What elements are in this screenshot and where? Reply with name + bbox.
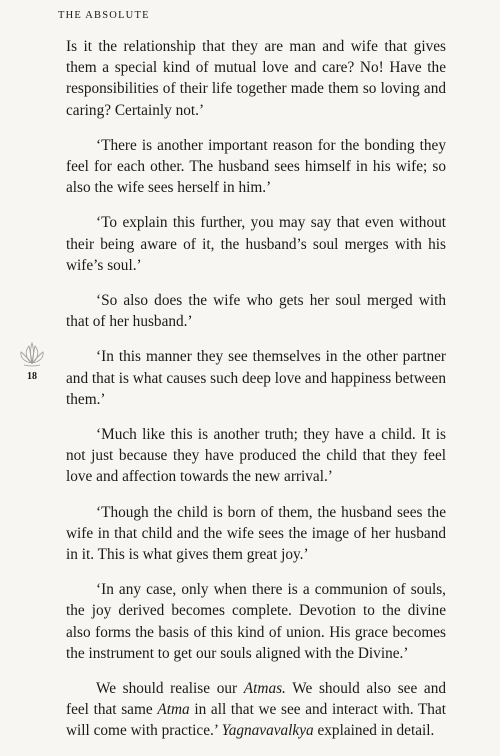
paragraph: Is it the relationship that they are man and wife that gives them a special kind of mutual love and care? No! Have the responsibilities of their life together made them so loving and caring? Certainly not.’ <box>66 38 446 119</box>
paragraph: ‘In any case, only when there is a communion of souls, the joy derived becomes complete. Devotion to the divine also forms the basis of this kind of union. His grace becomes the instrument to get our souls aligned with the Divine.’ <box>66 581 446 662</box>
atma-term: Atma <box>157 701 190 719</box>
final-text-1: We should realise our <box>96 680 244 698</box>
lotus-ornament-icon <box>17 339 47 369</box>
paragraph: ‘There is another important reason for the bonding they feel for each other. The husband sees himself in his wife; so also the wife sees herself in him.’ <box>66 136 446 197</box>
final-text-2: We should also see and feel that same <box>66 680 447 719</box>
paragraph: ‘In this manner they see themselves in the other partner and that is what causes such deep love and happiness between them.’ <box>66 348 446 408</box>
page-number: 18 <box>27 371 37 382</box>
paragraph: ‘Though the child is born of them, the husband sees the wife in that child and the wife sees the image of her husband in it. This is what gives them great joy.’ <box>66 503 446 564</box>
atmas-term: Atmas. <box>243 680 286 698</box>
paragraph: ‘So also does the wife who gets her soul merged with that of her husband.’ <box>66 292 446 331</box>
final-text-4: explained in detail. <box>313 722 435 740</box>
final-text-3: in all that we see and interact with. That will come with practice.’ <box>66 701 446 740</box>
body-text <box>66 36 446 756</box>
final-paragraph <box>66 678 446 742</box>
paragraph: ‘Much like this is another truth; they have a child. It is not just because they have produced the child that they feel love and affection towards the new arrival.’ <box>66 426 446 486</box>
sage-name: Yagnavavalkya <box>221 722 314 740</box>
running-head: THE ABSOLUTE <box>58 10 150 21</box>
paragraph: ‘To explain this further, you may say that even without their being aware of it, the husband’s soul merges with his wife’s soul.’ <box>66 214 446 274</box>
